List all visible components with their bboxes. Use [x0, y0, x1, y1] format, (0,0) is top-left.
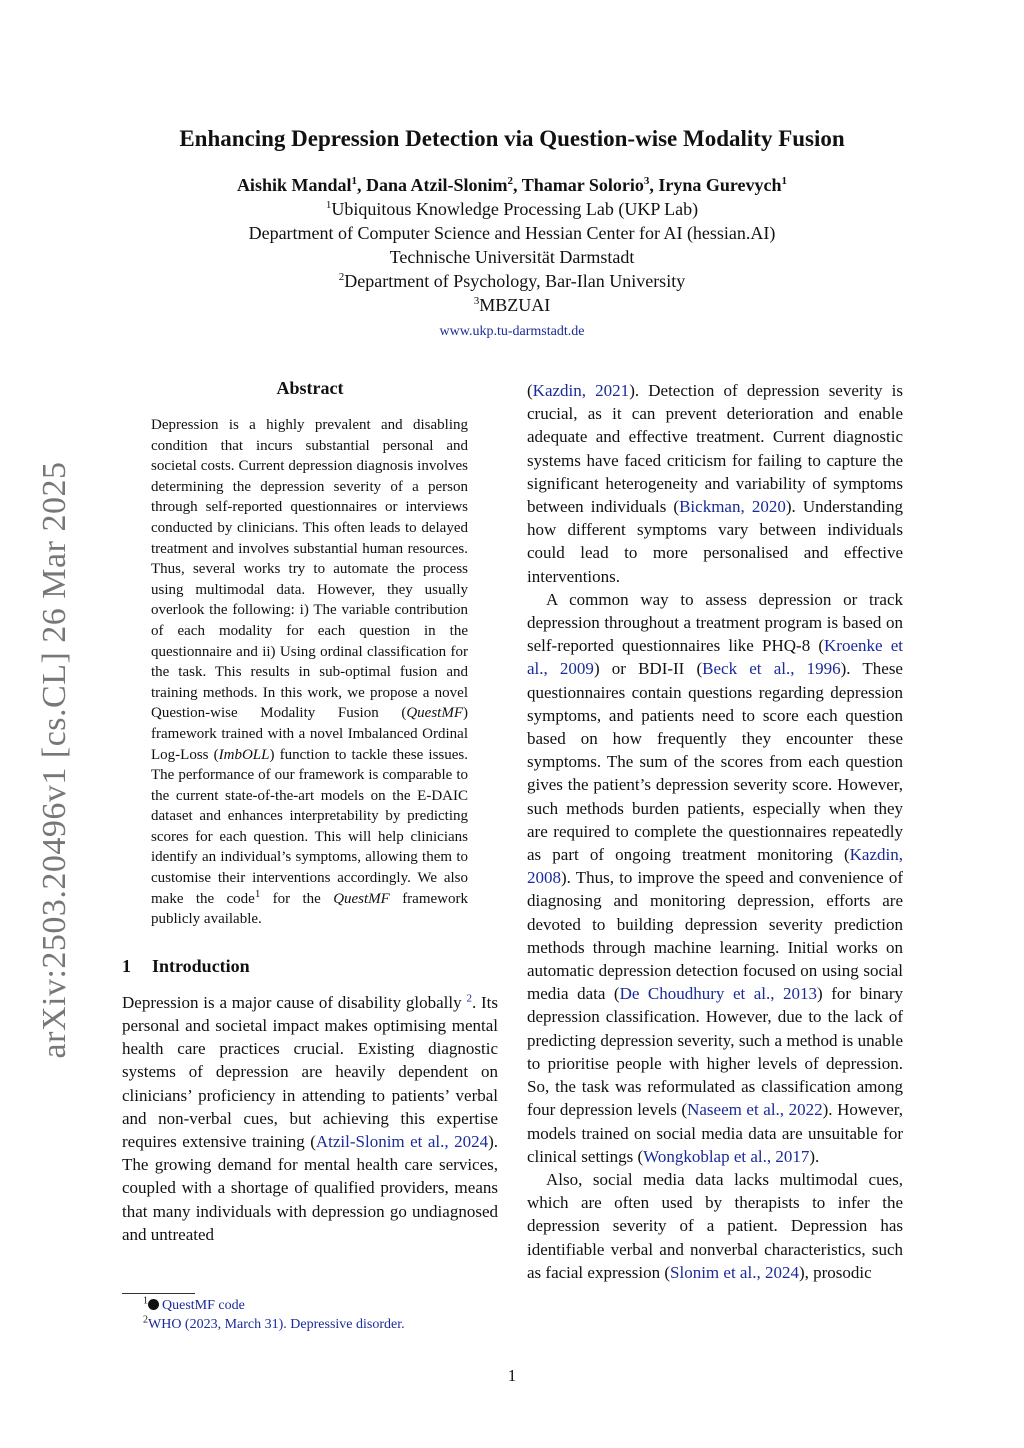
section-title: Introduction: [152, 955, 250, 976]
citation-link[interactable]: Wongkoblap et al., 2017: [643, 1146, 810, 1166]
imboll-term: ImbOLL: [218, 746, 270, 763]
right-column: [527, 379, 903, 1284]
footnote-1: [143, 1296, 405, 1315]
arxiv-stamp: [20, 461, 90, 1059]
footnote-ref[interactable]: 1: [254, 887, 261, 900]
citation-link[interactable]: Bickman, 2020: [679, 497, 786, 517]
citation-link[interactable]: Kazdin, 2021: [532, 381, 630, 400]
section-heading: [122, 956, 498, 977]
arxiv-stamp-text: arXiv:2503.20496v1 [cs.CL] 26 Mar 2025: [36, 461, 73, 1059]
intro-paragraph: Depression is a major cause of disability globally $^2$. Its personal and societal impact makes optimising mental health care practices crucial. Existing diagnostic systems of depression are heavily dependent on clinicians’ proficiency in attending to patients’ verbal and non-verbal cues, but achieving this expertise requires extensive training (Atzil-Slonim et al., 2024). The growing demand for mental health care services, coupled with a shortage of qualified providers, means that many individuals with depression go undiagnosed and untreated: [122, 992, 498, 1244]
affiliation-line: [0, 199, 1024, 220]
citation-link[interactable]: Atzil-Slonim et al., 2024: [315, 1132, 489, 1152]
questmf-term: QuestMF: [333, 890, 390, 907]
affil-sup: 2: [338, 271, 345, 283]
body-paragraph: (Kazdin, 2021). Detection of depression severity is crucial, as it can prevent deterioration and enable adequate and effective treatment. Current diagnostic systems have faced criticism for failing to capture the significant heterogeneity and variability of symptoms between individuals (Bickman, 2020). Understanding how different symptoms vary between individuals could lead to more personalised and effective interventions.: [527, 381, 904, 586]
author-name: Dana Atzil-Slonim: [365, 175, 508, 195]
affiliation-text: Ubiquitous Knowledge Processing Lab (UKP Lab): [331, 199, 699, 219]
affiliation-line: Technische Universität Darmstadt: [389, 247, 635, 267]
citation-link[interactable]: Slonim et al., 2024: [670, 1262, 799, 1282]
questmf-term: QuestMF: [406, 705, 463, 722]
affiliation-line: [0, 295, 1024, 316]
footnote-marker: 2: [143, 1314, 148, 1326]
affil-sup: 3: [473, 295, 480, 307]
lab-url-link[interactable]: www.ukp.tu-darmstadt.de: [439, 324, 585, 339]
github-icon: [148, 1299, 159, 1310]
citation-link[interactable]: De Choudhury et al., 2013: [619, 984, 818, 1004]
section-number: 1: [122, 955, 131, 976]
author-affil-sup: 1: [781, 175, 788, 187]
author-name: Iryna Gurevych: [658, 175, 782, 195]
paper-title: Enhancing Depression Detection via Question-wise Modality Fusion: [179, 126, 845, 151]
citation-link[interactable]: Naseem et al., 2022: [687, 1100, 823, 1120]
author-name: Thamar Solorio: [521, 175, 644, 195]
page-number: 1: [507, 1366, 517, 1385]
author-affil-sup: 3: [643, 175, 650, 187]
affil-sup: 1: [325, 199, 332, 211]
footnote-divider: [122, 1293, 195, 1294]
footnote-marker: 1: [143, 1295, 148, 1307]
author-affil-sup: 1: [351, 175, 357, 187]
footnotes: [143, 1296, 405, 1334]
abstract-heading: Abstract: [276, 378, 344, 398]
affiliation-line: Department of Computer Science and Hessian Center for AI (hessian.AI): [248, 223, 776, 243]
who-link[interactable]: WHO (2023, March 31). Depressive disorder.: [148, 1317, 405, 1332]
author-affil-sup: 2: [507, 175, 513, 187]
abstract-text: Depression is a highly prevalent and disabling condition that incurs substantial personal and societal costs. Current depression diagnosis involves determining the depression severity of a person through self-reported questionnaires or interviews conducted by clinicians. This often leads to delayed treatment and involves substantial human resources. Thus, several works try to automate the process using multimodal data. However, they usually overlook the following: i) The variable contribution of each modality for each question in the questionnaire and ii) Using ordinal classification for the task. This results in sub-optimal fusion and training methods. In this work, we propose a novel Question-wise Modality Fusion (QuestMF) framework trained with a novel Imbalanced Ordinal Log-Loss (ImbOLL) function to tackle these issues. The performance of our framework is comparable to the current state-of-the-art models on the E-DAIC dataset and enhances interpretability by predicting scores for each question. This will help clinicians identify an individual’s symptoms, allowing them to customise their interventions accordingly. We also make the code$^1$ for the QuestMF framework publicly available.: [151, 417, 468, 928]
citation-link[interactable]: Beck et al., 1996: [702, 659, 841, 679]
affiliation-text: Department of Psychology, Bar-Ilan University: [344, 271, 686, 291]
author-list: Aishik Mandal$^1$, Dana Atzil-Slonim$^2$, Thamar Solorio$^3$, Iryna Gurevych$^1$: [236, 175, 788, 195]
body-paragraph: Also, social media data lacks multimodal cues, which are often used by therapists to infer the depression severity of a patient. Depression has identifiable verbal and nonverbal characteristics, such as facial expression (Slonim et al., 2024), prosodic: [527, 1169, 903, 1282]
citation-link[interactable]: Kazdin, 2008: [527, 845, 903, 888]
citation-link[interactable]: Kroenke et al., 2009: [527, 636, 903, 679]
body-paragraph: A common way to assess depression or track depression throughout a treatment program is based on self-reported questionnaires like PHQ-8 (Kroenke et al., 2009) or BDI-II (Beck et al., 1996). These questionnaires contain questions regarding depression symptoms, and patients need to score each question based on how frequently they encounter these symptoms. The sum of the scores from each question gives the patient’s depression severity score. However, such methods burden patients, especially when they are required to complete the questionnaires repeatedly as part of ongoing treatment monitoring (Kazdin, 2008). Thus, to improve the speed and convenience of diagnosing and monitoring depression, efforts are devoted to building depression severity prediction methods through machine learning. Initial works on automatic depression detection focused on using social media data (De Choudhury et al., 2013) for binary depression classification. However, due to the lack of predicting depression severity, such a method is unable to prioritise people with higher levels of depression. So, the task was reformulated as classification among four depression levels (Naseem et al., 2022). However, models trained on social media data are unsuitable for clinical settings (Wongkoblap et al., 2017).: [527, 589, 904, 1166]
author-name: Aishik Mandal: [236, 175, 352, 195]
affiliation-line: [0, 271, 1024, 292]
questmf-code-link[interactable]: QuestMF code: [162, 1298, 245, 1313]
footnote-2: [143, 1315, 405, 1334]
affiliation-text: MBZUAI: [479, 295, 551, 315]
footnote-ref[interactable]: 2: [466, 992, 472, 1005]
left-column: [122, 378, 498, 1246]
